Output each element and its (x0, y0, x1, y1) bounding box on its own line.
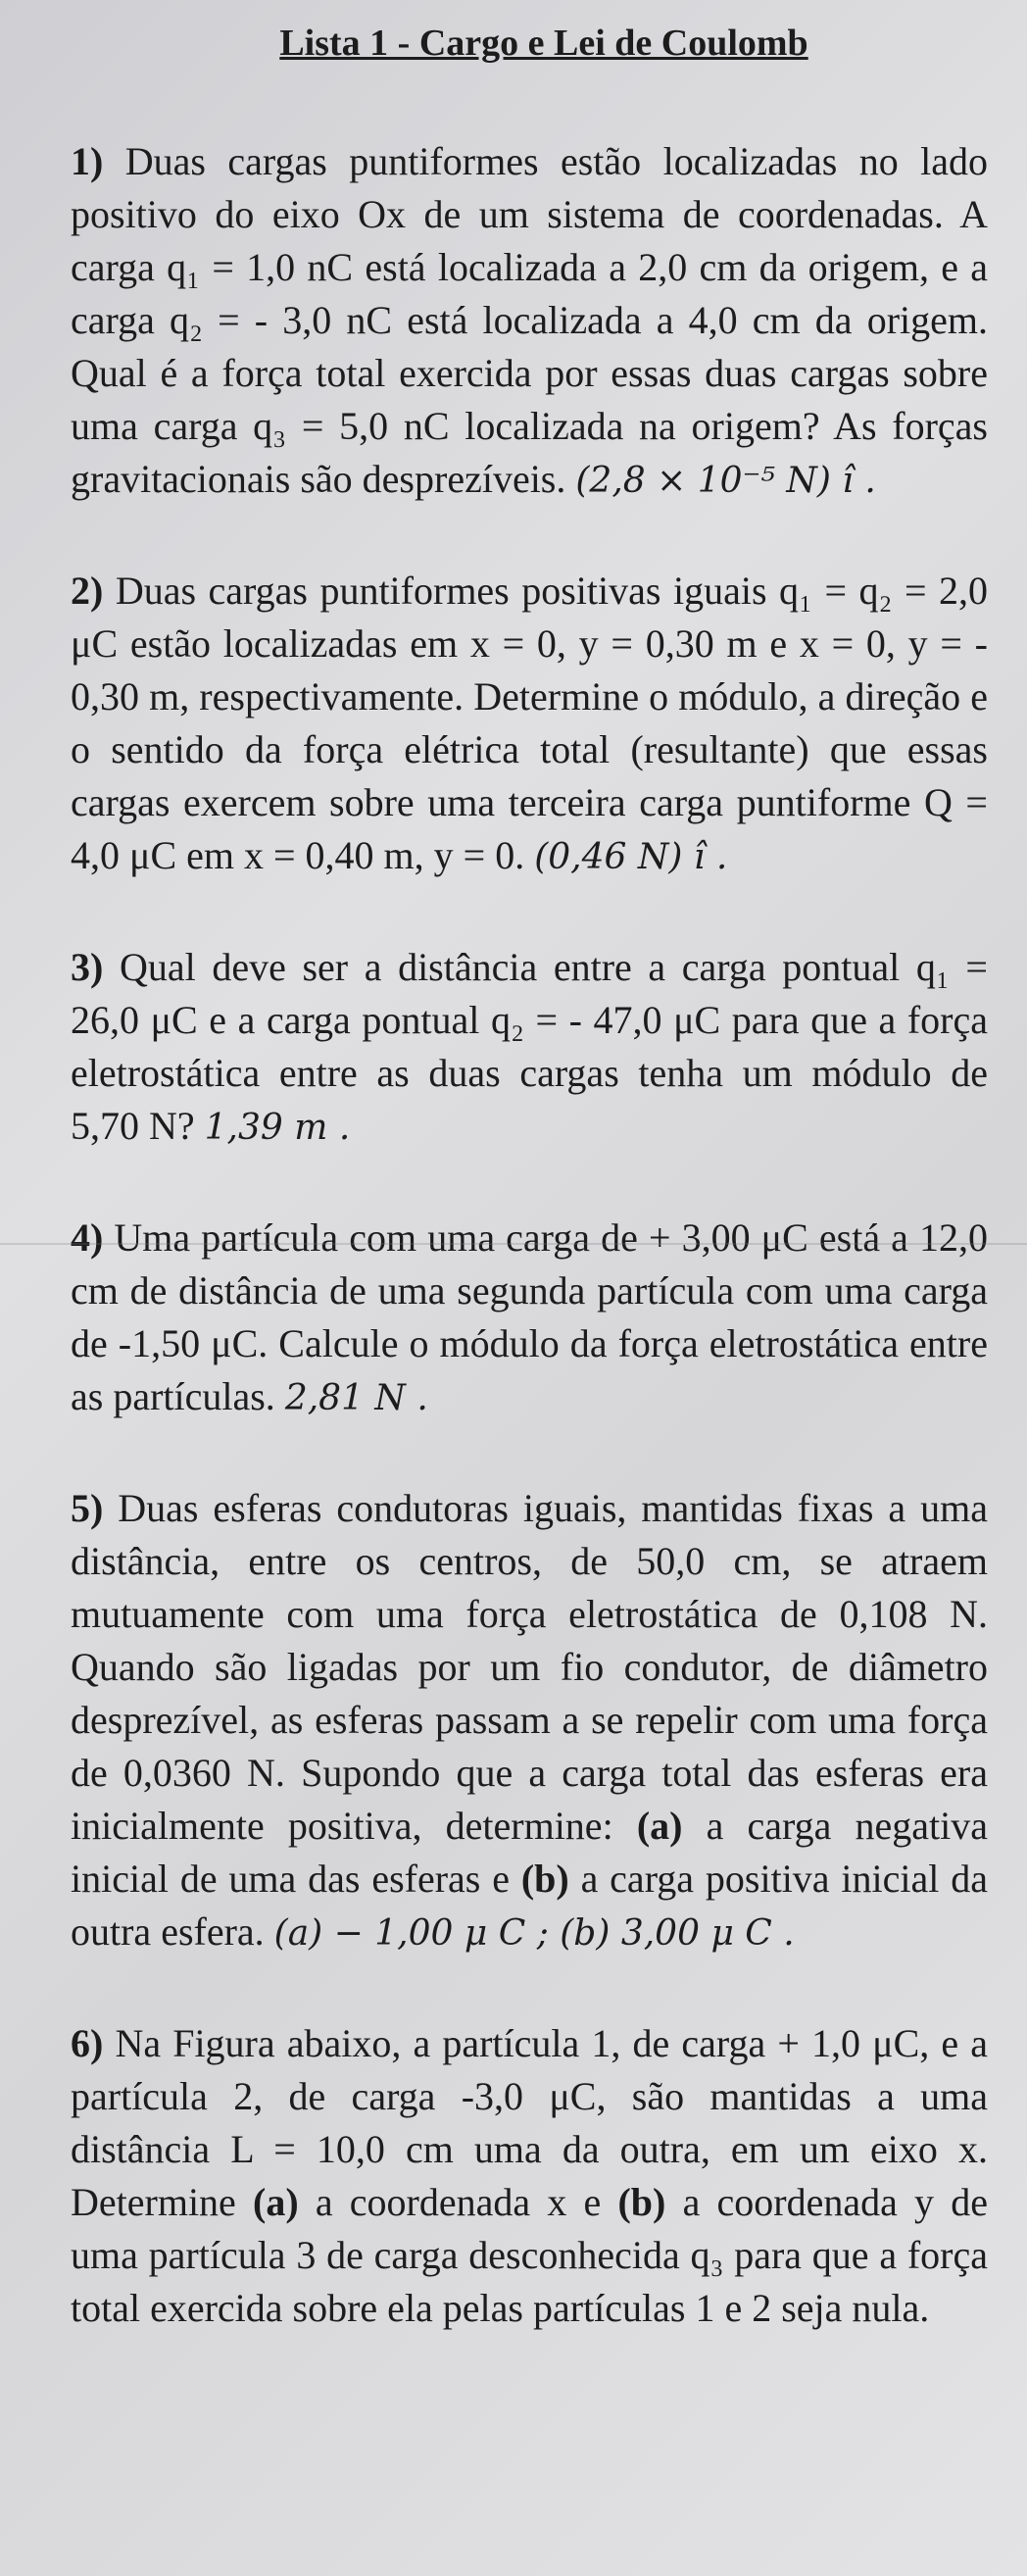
problem-text: Duas cargas puntiformes positivas iguais q₁ = q₂ = 2,0 μC estão localizadas em x = 0, y = 0,30 m e x = 0, y = - 0,30 m, respectivamente. Determine o módulo, a direção e o sentido da força elétrica total (resultante) que essas cargas exercem sobre uma terceira carga puntiforme Q = 4,0 μC em x = 0,40 m, y = 0. (71, 569, 988, 877)
problem-3 (71, 941, 988, 1155)
part-b-label: (b) (617, 2180, 666, 2224)
problem-text: Qual deve ser a distância entre a carga pontual q₁ = 26,0 μC e a carga pontual q₂ = - 47,0 μC para que a força eletrostática entre as duas cargas tenha um módulo de 5,70 N? (71, 945, 988, 1148)
problem-number: 1) (71, 139, 104, 183)
problem-text: Uma partícula com uma carga de + 3,00 μC está a 12,0 cm de distância de uma segunda partícula com uma carga de -1,50 μC. Calcule o módulo da força eletrostática entre as partículas. (71, 1215, 988, 1418)
problem-answer: (0,46 N) î . (534, 837, 728, 877)
problem-text: Duas cargas puntiformes estão localizadas no lado positivo do eixo Ox de um sistema de coordenadas. A carga q₁ = 1,0 nC está localizada a 2,0 cm da origem, e a carga q₂ = - 3,0 nC está localizada a 4,0 cm da origem. Qual é a força total exercida por essas duas cargas sobre uma carga q₃ = 5,0 nC localizada na origem? As forças gravitacionais são desprezíveis. (71, 139, 988, 501)
part-b-label: (b) (520, 1857, 569, 1901)
problem-number: 3) (71, 945, 104, 989)
problem-5 (71, 1482, 988, 1960)
part-a-label: (a) (253, 2180, 299, 2224)
problem-number: 2) (71, 569, 104, 613)
problem-answer: 2,81 N . (284, 1378, 428, 1418)
problem-2 (71, 565, 988, 884)
problem-text: Duas esferas condutoras iguais, mantidas fixas a uma distância, entre os centros, de 50,0 cm, se atraem mutuamente com uma força eletrostática de 0,108 N. Quando são ligadas por um fio condutor, de diâmetro desprezível, as esferas passam a se repelir com uma força de 0,0360 N. Supondo que a carga total das esferas era inicialmente positiva, determine: (71, 1486, 988, 1848)
problem-number: 6) (71, 2021, 104, 2065)
problem-answer: (a) − 1,00 μ C ; (b) 3,00 μ C . (273, 1913, 795, 1954)
problem-text: a coordenada x e (298, 2180, 618, 2224)
problem-number: 5) (71, 1486, 104, 1530)
problem-6 (71, 2017, 988, 2335)
problem-number: 4) (71, 1215, 104, 1260)
problem-text: Na Figura abaixo, a partícula 1, de carga + 1,0 μC, e a partícula 2, de carga -3,0 μC, são mantidas a uma distância L = 10,0 cm uma da outra, em um eixo x. Determine (71, 2021, 988, 2224)
page-title: Lista 1 - Cargo e Lei de Coulomb (279, 23, 808, 64)
problem-text: a carga positiva inicial da outra esfera. (71, 1857, 988, 1954)
problem-answer: (2,8 × 10⁻⁵ N) î . (575, 461, 876, 501)
problem-1 (71, 135, 988, 508)
problem-text: a coordenada y de uma partícula 3 de carga desconhecida q₃ para que a força total exercida sobre ela pelas partículas 1 e 2 seja nula. (71, 2180, 989, 2330)
problem-answer: 1,39 m . (204, 1108, 351, 1148)
paper-fold-line (0, 1243, 1027, 1245)
part-a-label: (a) (636, 1804, 683, 1848)
problem-text: a carga negativa inicial de uma das esferas e (71, 1804, 989, 1901)
